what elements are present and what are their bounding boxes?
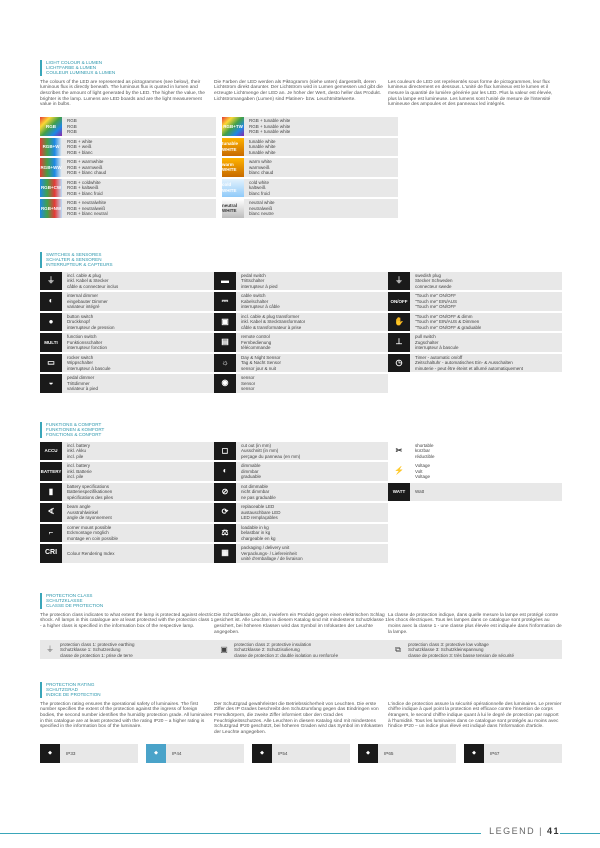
legend-item-label: RGB + blanc neutral — [67, 211, 108, 217]
legend-item-label: warm white — [249, 159, 272, 165]
legend-item-label: eingebauter Dimmer — [67, 298, 108, 304]
legend-item-label: ne pas graduable — [241, 494, 276, 500]
dimmable-icon: ◐ — [214, 462, 236, 481]
protection-text-de: Die Schutzklasse gibt an, inwiefern ein Produkt gegen einen elektrischen Schlag gesichert ist. Alle Leuchten in diesem Katalog sind mit mindestens Schutzklasse 1 gesichert, bei höheren Klassen wird das Symbol im Infokasten der Leuchte angegeben. — [214, 612, 388, 635]
section-header: PROTECTION CLASS SCHUTZKLASSE CLASSE DE PROTECTION — [40, 593, 562, 609]
legend-item-label: interrupteur à pied — [241, 283, 278, 289]
not-dimmable-icon: ⊘ — [214, 483, 236, 502]
rgb-cw-icon: RGB+CW — [40, 179, 62, 198]
legend-item — [40, 179, 216, 198]
legend-item-label: chargeable en kg — [241, 535, 276, 541]
legend-item — [388, 313, 562, 332]
legend-item-label: pedal switch — [241, 272, 266, 278]
legend-item-label: câble & connecteur inclus — [67, 283, 119, 289]
protection-class-label: protection class 1: protective earthing — [60, 641, 135, 647]
legend-item-label: Timer - automatic on/off — [415, 354, 463, 360]
legend-item-label: corner mount possible — [67, 524, 112, 530]
rgb-tw-icon: RGB+TW — [222, 117, 244, 136]
legend-item-label: beam angle — [67, 504, 91, 510]
legend-item-label: RGB + blanc chaud — [67, 170, 107, 176]
legend-item — [40, 158, 216, 177]
legend-item-label: RGB + coldwhite — [67, 179, 101, 185]
protection-class-label: Schutzklasse 2: Schutzisolierung — [234, 647, 300, 653]
legend-item — [214, 544, 388, 563]
legend-item — [40, 272, 214, 291]
cri-icon: CRI — [40, 544, 62, 563]
pedal-dimmer-icon: ◒ — [40, 374, 62, 393]
legend-item-label: inkl. Batterie — [67, 468, 92, 474]
legend-item-label: interrupteur à câble — [241, 304, 280, 310]
legend-item-label: packaging / delivery unit — [241, 545, 290, 551]
legend-item-label: replaceable LED — [241, 504, 275, 510]
day-night-sensor-icon: ☼ — [214, 354, 236, 373]
rating-text-de: Der Schutzgrad gewährleistet die Betriebssicherheit von Leuchten. Die erste Ziffer des IP Grades beschreibt den Schutzumfang gegen das Eindringen von Fremdkörpern, die zweite Ziffer informiert über den Grad des Feuchtigkeitsschutzes. Alle Leuchten in diesem Katalog sind mit mindestens Schutzgrad IP20 geschützt, bei höheren Graden wird das Symbol im Infokasten der Leuchte angegeben. — [214, 701, 384, 736]
multi-icon: MULTI — [40, 333, 62, 352]
switches-list-2 — [214, 272, 388, 395]
legend-item — [40, 354, 214, 373]
legend-item-label: RGB + blanc froid — [67, 190, 103, 196]
legend-item — [40, 333, 214, 352]
legend-item-label: Day & Night Sensor — [241, 354, 281, 360]
legend-item-label: remote control — [241, 334, 270, 340]
light-colour-list-2 — [222, 117, 398, 220]
legend-item — [214, 483, 388, 502]
protection-class-item — [388, 640, 562, 659]
legend-item — [40, 483, 214, 502]
protection-class-3-icon: ⧉ — [395, 645, 401, 655]
protection-class-list — [40, 640, 562, 659]
legend-item — [40, 374, 214, 393]
sensor-icon: ◉ — [214, 374, 236, 393]
legend-item-label: câble & transformateur à prise — [241, 324, 302, 330]
legend-item — [214, 333, 388, 352]
protection-class-item — [40, 640, 214, 659]
rocker-switch-icon: ▭ — [40, 354, 62, 373]
legend-item-label: Zugschalter — [415, 339, 439, 345]
protection-class-label: Schutzklasse 1: Schutzerdung — [60, 647, 121, 653]
legend-item-label: tunable white — [249, 138, 276, 144]
legend-item-label: function switch — [67, 334, 97, 340]
on-off-icon: ON/OFF — [388, 292, 410, 311]
protection-class-2-icon: ▣ — [220, 645, 228, 655]
ip-rating-list — [40, 744, 562, 763]
legend-item-label: variateur intégré — [67, 304, 100, 310]
legend-item-label: RGB + tunable white — [249, 118, 291, 124]
legend-item-label: Sensor — [241, 380, 256, 386]
section-header: SWITCHES & SENSORES SCHALTER & SENSOREN INTERRUPTEUR & CAPTEURS — [40, 252, 562, 268]
legend-item-label: austauschbare LED — [241, 509, 281, 515]
protection-class-label: protection class 2: protective insulation — [234, 641, 312, 647]
beam-angle-icon: ∢ — [40, 503, 62, 522]
legend-item-label: Druckknopf — [67, 319, 90, 325]
section-header: LIGHT COLOUR & LUMEN LICHTFARBE & LUMEN COULEUR LUMINEUX & LUMEN — [40, 60, 562, 76]
legend-item-label: réductible — [415, 453, 435, 459]
legend-item-label: RGB + neutralweiß — [67, 205, 106, 211]
legend-item-label: "Touch me" EIN/AUS — [415, 298, 457, 304]
legend-item-label: cable switch — [241, 293, 266, 299]
legend-item-label: connecteur swede — [415, 283, 452, 289]
legend-item-label: incl. battery — [67, 442, 91, 448]
protection-text-en: The protection class indicates to what extent the lamp is protected against electric shock. All lamps in this catalogue are at least protected with the protection class 1 - a higher class is specified in the information box of the respective lamp. — [40, 612, 214, 630]
watt-icon: WATT — [388, 483, 410, 502]
warm-white-icon: warm WHITE — [222, 158, 244, 177]
protection-class-label: classe de protection 2: double isolation ou renforcée — [234, 652, 339, 658]
timer-icon: ◷ — [388, 354, 410, 373]
legend-item-label: not dimmable — [241, 483, 269, 489]
section-header: PROTECTION RATING SCHUTZGRAD INDICE DE PROTECTION — [40, 682, 562, 698]
legend-item-label: "Touch me" EIN/AUS & Dimmen — [415, 319, 480, 325]
legend-item — [388, 483, 562, 502]
swedish-plug-icon: ⏚ — [388, 272, 410, 291]
legend-item-label: tunable white — [249, 149, 276, 155]
legend-item-label: Fernbedienung — [241, 339, 272, 345]
legend-item-label: interrupteur à bascule — [67, 365, 111, 371]
legend-item-label: incl. pile — [67, 474, 84, 480]
legend-item — [40, 503, 214, 522]
legend-item-label: "Touch me" ON/OFF — [415, 293, 456, 299]
legend-item-label: Zeitschaltuhr - automatisches Ein- & Ausschalten — [415, 360, 513, 366]
legend-item-label: cold white — [249, 179, 270, 185]
replaceable-led-icon: ⟳ — [214, 503, 236, 522]
legend-item-label: minuterie - peut être éteint et allumé automatiquement — [415, 365, 524, 371]
legend-item-label: RGB + warmwhite — [67, 159, 104, 165]
legend-item-label: interrupteur à bascule — [415, 345, 459, 351]
ip-rating-item — [40, 744, 138, 763]
legend-item-label: RGB + neutralwhite — [67, 200, 107, 206]
legend-item — [222, 199, 398, 218]
legend-item-label: unité d'emballage / de livraison — [241, 556, 303, 562]
legend-item-label: Watt — [415, 489, 425, 495]
functions-list-2 — [214, 442, 388, 565]
legend-item-label: Ausschnitt (in mm) — [241, 448, 279, 454]
legend-item — [388, 272, 562, 291]
legend-item — [214, 524, 388, 543]
cutout-icon: ◻ — [214, 442, 236, 461]
legend-item — [214, 292, 388, 311]
legend-item — [214, 503, 388, 522]
battery-specs-icon: ▮ — [40, 483, 62, 502]
ip-rating-item — [358, 744, 456, 763]
plug-icon: ⏚ — [40, 272, 62, 291]
legend-item-label: Voltage — [415, 474, 431, 480]
legend-item — [40, 544, 214, 563]
legend-item-label: RGB — [67, 129, 77, 135]
legend-item-label: Trittdimmer — [67, 380, 90, 386]
legend-item — [214, 313, 388, 332]
protection-class-1-icon: ⏚ — [46, 645, 54, 655]
legend-item-label: warmweiß — [249, 164, 270, 170]
legend-item — [40, 442, 214, 461]
ip67-drops-icon: ◆ — [464, 744, 484, 763]
legend-item — [40, 292, 214, 311]
page-number: 41 — [546, 826, 560, 836]
legend-item-label: sensor — [241, 375, 255, 381]
section-protection-rating — [40, 682, 562, 763]
section-functions — [40, 422, 562, 565]
legend-item-label: inkl. Akku — [67, 448, 87, 454]
legend-item-label: RGB + kaltweiß — [67, 185, 99, 191]
legend-item-label: sensor jour & nuit — [241, 365, 277, 371]
legend-item-label: dimmable — [241, 463, 261, 469]
rgb-w-icon: RGB+W — [40, 138, 62, 157]
button-switch-icon: ● — [40, 313, 62, 332]
rgb-icon: RGB — [40, 117, 62, 136]
legend-item-label: Verpackungs- / Liefereinheit — [241, 550, 297, 556]
battery-icon: BATTERY — [40, 462, 62, 481]
protection-text-fr: La classe de protection indique, dans quelle mesure la lampe est protégé contre les chocs électriques. Tous les lampes dans ce catalogue sont protégées au moins avec la classe 1 - une classe plus élevée est indiquée dans l'information de la lampe. — [388, 612, 562, 635]
legend-item-label: RGB + tunable white — [249, 129, 291, 135]
legend-item-label: Batteriespezifikationen — [67, 489, 113, 495]
legend-item-label: inkl. Kabel & Stecktransformator — [241, 319, 306, 325]
legend-item-label: nicht dimmbar — [241, 489, 270, 495]
section-header: FUNKTIONS & COMFORT FUNKTIONEN & KOMFORT FONCTIONS & CONFORT — [40, 422, 562, 438]
legend-item-label: Eckmontage möglich — [67, 530, 109, 536]
legend-item-label: inkl. Kabel & Stecker — [67, 278, 109, 284]
cold-white-icon: cold WHITE — [222, 179, 244, 198]
intro-text-fr: Les couleurs de LED ont représentés sous forme de pictogrammes, leur flux lumineux directement en dessous. L'unité de flux lumineux est le lumen et il mesure la quantité de lumière générée par les LED. Plus la valeur est élevée, plus la lampe est lumineuse. Les lumens sont l'unité de mesure de l'intensité lumineuse des ampoules et des panneaux led intégrés. — [388, 79, 553, 108]
legend-item-label: "Touch me" ON/OFF & dimm — [415, 313, 473, 319]
legend-item-label: incl. battery — [67, 463, 91, 469]
legend-item-label: Stecker Schweden — [415, 278, 453, 284]
section-switches — [40, 252, 562, 395]
rating-text-fr: L'indice de protection assure la sécurité opérationnelle des luminaires. Le premier chiffre indique à quel point la protection est efficace contre l'insertion de corps étrangers, le second chiffre indique quant à lui le degré de protection par rapport à l'humidité. Tous les luminaires dans ce catalogue sont protégés au moins avec l'indice IP20 – un indice plus élevé est indiqué dans l'information d'article. — [388, 701, 562, 730]
ip-rating-item — [146, 744, 244, 763]
tunable-white-icon: tunable WHITE — [222, 138, 244, 157]
page-footer — [0, 821, 600, 848]
pedal-switch-icon: ▬ — [214, 272, 236, 291]
touch-dimmer-icon: ✋ — [388, 313, 410, 332]
legend-item-label: Trittschalter — [241, 278, 265, 284]
legend-item — [40, 524, 214, 543]
legend-item-label: incl. cable & plug — [67, 272, 102, 278]
legend-item-label: RGB + weiß — [67, 144, 92, 150]
legend-item-label: cut out (in mm) — [241, 442, 272, 448]
legend-item — [388, 292, 562, 311]
legend-item-label: interrupteur de pression — [67, 324, 115, 330]
legend-item-label: blanc neutre — [249, 211, 274, 217]
cable-switch-icon: ⎓ — [214, 292, 236, 311]
ip65-drops-icon: ◆ — [358, 744, 378, 763]
legend-item-label: RGB — [67, 123, 77, 129]
legend-item — [40, 313, 214, 332]
legend-item — [40, 462, 214, 481]
legend-item-label: interrupteur fonction — [67, 345, 108, 351]
protection-class-label: classe de protection 1: prise de terre — [60, 652, 133, 658]
legend-item-label: sensor — [241, 386, 255, 392]
legend-item-label: neutralweiß — [249, 205, 273, 211]
rgb-ww-icon: RGB+WW — [40, 158, 62, 177]
legend-item — [214, 462, 388, 481]
ip-rating-label: IP44 — [172, 750, 182, 756]
legend-item-label: tunable white — [249, 144, 276, 150]
legend-item-label: belastbar in kg — [241, 530, 271, 536]
ip54-drop-icon: ◆ — [252, 744, 272, 763]
legend-item-label: RGB + warmweiß — [67, 164, 103, 170]
legend-item-label: incl. pile — [67, 453, 84, 459]
legend-item-label: neutral white — [249, 200, 275, 206]
legend-item-label: graduable — [241, 474, 262, 480]
ip-rating-item — [252, 744, 350, 763]
shortable-icon: ✂ — [388, 442, 410, 461]
section-light-colour — [40, 60, 562, 220]
accu-icon: ACCU — [40, 442, 62, 461]
rgb-nw-icon: RGB+NW — [40, 199, 62, 218]
protection-class-label: classe de protection 3: très basse tension de sécurité — [408, 652, 515, 658]
legend-item — [214, 374, 388, 393]
dimmer-icon: ◐ — [40, 292, 62, 311]
legend-item-label: RGB + white — [67, 138, 93, 144]
section-protection-class — [40, 593, 562, 659]
legend-item — [222, 138, 398, 157]
protection-class-label: protection class 3: protective low voltage — [408, 641, 489, 647]
legend-item-label: Colour Rendering Index — [67, 550, 115, 556]
legend-item-label: RGB + blanc — [67, 149, 93, 155]
legend-item — [214, 354, 388, 373]
legend-item-label: pull switch — [415, 334, 436, 340]
legend-item-label: Voltage — [415, 463, 431, 469]
legend-item-label: button switch — [67, 313, 94, 319]
legend-item — [388, 442, 562, 461]
voltage-icon: ⚡ — [388, 462, 410, 481]
legend-item-label: Wippschalter — [67, 360, 94, 366]
legend-item-label: "Touch me" ON/OFF — [415, 304, 456, 310]
ip-rating-label: IP67 — [490, 750, 500, 756]
ip-rating-label: IP54 — [278, 750, 288, 756]
switches-list-1 — [40, 272, 214, 395]
legend-item-label: Volt — [415, 468, 423, 474]
pull-switch-icon: ⊥ — [388, 333, 410, 352]
intro-text-en: The colours of the LED are represented as pictogrammes (see below), their luminous flux is directly beneath. The luminous flux is quoted in lumen and describes the amount of light generated by the LED. The higher the value, the brighter is the lamp. Lumens are LED boards and are the light measurement value in bulbs. — [40, 79, 205, 108]
legend-item-label: rocker switch — [67, 354, 94, 360]
legend-item-label: RGB + tunable white — [249, 123, 291, 129]
intro-text-de: Die Farben der LED werden als Piktogramm (siehe unten) dargestellt, deren Lichtstrom direkt darunter. Der Lichtstrom wird in Lumen gemessen und gibt die erzeugte Lichtmenge der LED an. Je höher der Wert, desto heller das Produkt. Lichtstromangaben (Lumen) sind Platinen- bzw. Leuchtmittelwerte. — [214, 79, 383, 102]
legend-item — [40, 138, 216, 157]
legend-item — [222, 158, 398, 177]
neutral-white-icon: neutral WHITE — [222, 199, 244, 218]
remote-control-icon: ▤ — [214, 333, 236, 352]
legend-item — [222, 117, 398, 136]
legend-item-label: perçage du panneau (en mm) — [241, 453, 301, 459]
legend-item-label: battery specifications — [67, 483, 110, 489]
functions-list-1 — [40, 442, 214, 565]
transformer-icon: ▣ — [214, 313, 236, 332]
loadable-kg-icon: ⚖ — [214, 524, 236, 543]
protection-class-item — [214, 640, 388, 659]
legend-item — [40, 117, 216, 136]
footer-label: LEGEND | 41 — [481, 826, 560, 837]
legend-item-label: Ausstrahlwinkel — [67, 509, 99, 515]
legend-item-label: Tag & Nacht Sensor — [241, 360, 282, 366]
ip-rating-label: IP65 — [384, 750, 394, 756]
legend-item — [388, 462, 562, 481]
legend-item — [214, 272, 388, 291]
legend-item-label: angle de rayonnement — [67, 515, 112, 521]
legend-item-label: dimmbar — [241, 468, 259, 474]
legend-item-label: télécommande — [241, 345, 271, 351]
packaging-icon: ▦ — [214, 544, 236, 563]
legend-item-label: kürzbar — [415, 448, 431, 454]
ip44-splash-icon: ◆ — [146, 744, 166, 763]
legend-item-label: blanc chaud — [249, 170, 274, 176]
ip-rating-label: IP33 — [66, 750, 76, 756]
ip-rating-item — [464, 744, 562, 763]
legend-item-label: spécifications des piles — [67, 494, 114, 500]
legend-item-label: "Touch me" ON/OFF & graduable — [415, 324, 482, 330]
legend-item-label: Kabelschalter — [241, 298, 269, 304]
ip33-drop-icon: ◆ — [40, 744, 60, 763]
legend-item-label: incl. cable & plug transformer — [241, 313, 300, 319]
legend-item-label: internal dimmer — [67, 293, 99, 299]
legend-item-label: blanc froid — [249, 190, 270, 196]
legend-item — [214, 442, 388, 461]
light-colour-list-1 — [40, 117, 216, 220]
legend-item-label: swedish plug — [415, 272, 442, 278]
functions-list-3 — [388, 442, 562, 565]
legend-item-label: loadable in kg — [241, 524, 269, 530]
legend-item-label: variateur à pied — [67, 386, 99, 392]
legend-item-label: RGB — [67, 118, 77, 124]
switches-list-3 — [388, 272, 562, 395]
legend-item-label: LED remplaçables — [241, 515, 278, 521]
corner-mount-icon: ⌐ — [40, 524, 62, 543]
protection-class-label: Schutzklasse 3: Schutzkleinspannung — [408, 647, 484, 653]
legend-item — [388, 354, 562, 373]
legend-item — [388, 333, 562, 352]
legend-item-label: Funktionsschalter — [67, 339, 103, 345]
legend-item-label: shortable — [415, 442, 434, 448]
legend-item-label: montage en coin possible — [67, 535, 119, 541]
legend-item-label: pedal dimmer — [67, 375, 95, 381]
rating-text-en: The protection rating ensures the operational safety of luminaires. The first number specifies the extent of the protection against the ingress of foreign bodies, the second number identifies the humidity protection grade. All luminaires in this catalogue are at least protected with the rating IP20 – a higher rating is specified in the information box of the luminaire. — [40, 701, 213, 730]
legend-item — [222, 179, 398, 198]
legend-item-label: kaltweiß — [249, 185, 266, 191]
legend-item — [40, 199, 216, 218]
